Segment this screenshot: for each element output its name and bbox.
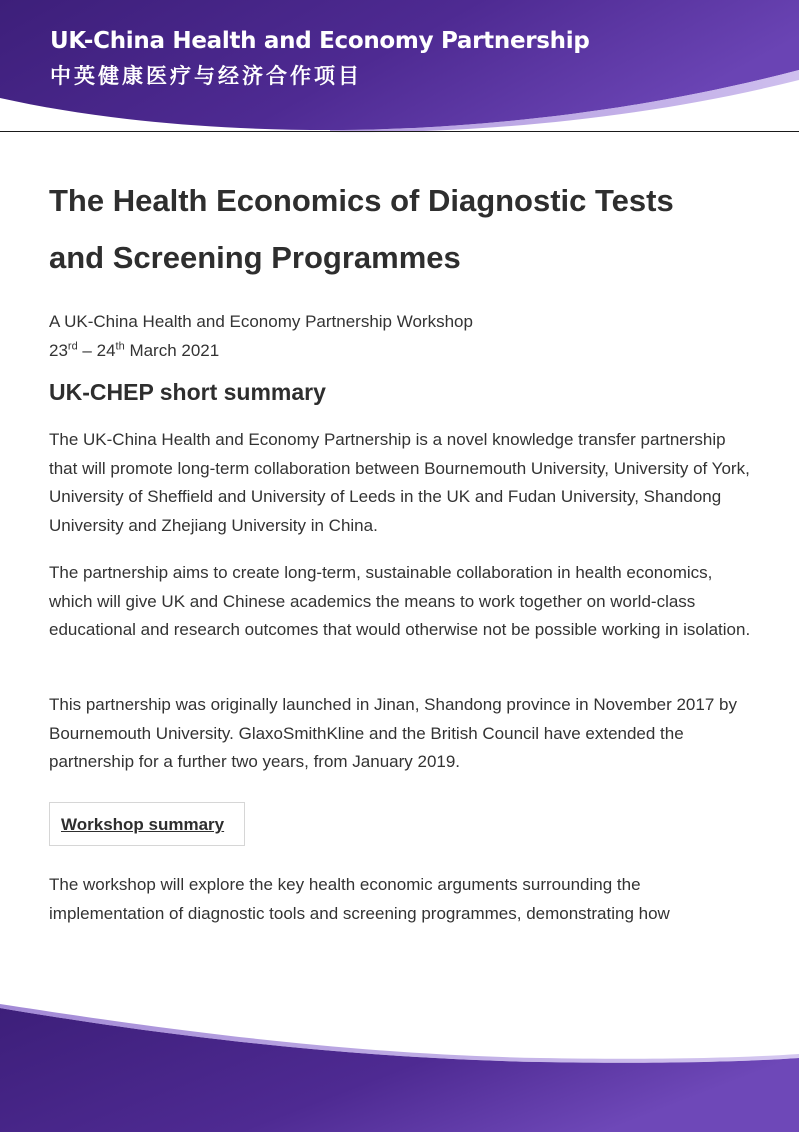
footer-wave-graphic — [0, 1000, 799, 1132]
date-end-day: 24 — [96, 341, 116, 360]
date-month-year: March 2021 — [124, 341, 220, 360]
summary-paragraph-2: The partnership aims to create long-term, sustainable collaboration in health economics, which will give UK and Chinese academics the means to work together on world-class educational and research outcomes that would otherwise not be possible working in isolation. — [49, 563, 751, 640]
workshop-paragraph: The workshop will explore the key health economic arguments surrounding the implementation of diagnostic tools and screening programmes, demonstrating how — [49, 875, 670, 923]
date-start-day: 23 — [49, 341, 68, 360]
title-line-2: and Screening Programmes — [49, 240, 461, 275]
date-end-suffix: th — [115, 340, 125, 353]
workshop-summary-heading: Workshop summary — [61, 815, 225, 834]
date-separator: – — [77, 341, 97, 360]
date-start-suffix: rd — [67, 340, 78, 353]
summary-paragraph-1: The UK-China Health and Economy Partnership is a novel knowledge transfer partnership that will promote long-term collaboration between Bournemouth University, University of York, University of Sheffield and University of Leeds in the UK and Fudan University, Shandong University and Zhejiang University in China. — [49, 430, 750, 535]
footer-banner — [0, 1000, 799, 1132]
section-heading-summary: UK-CHEP short summary — [49, 379, 326, 405]
brand-name-english: UK-China Health and Economy Partnership — [50, 28, 590, 54]
header-banner — [0, 0, 799, 135]
workshop-date — [49, 336, 473, 365]
workshop-info — [49, 307, 473, 365]
title-line-1: The Health Economics of Diagnostic Tests — [49, 183, 674, 218]
workshop-summary-box — [49, 802, 245, 846]
brand-name-chinese: 中英健康医疗与经济合作项目 — [50, 64, 362, 88]
workshop-line: A UK-China Health and Economy Partnership Workshop — [49, 312, 473, 331]
header-divider — [0, 131, 799, 132]
summary-paragraph-3: This partnership was originally launched in Jinan, Shandong province in November 2017 by Bournemouth University. GlaxoSmithKline and the British Council have extended the partnership for a further two years, from January 2019. — [49, 695, 737, 772]
document-title — [49, 172, 769, 286]
